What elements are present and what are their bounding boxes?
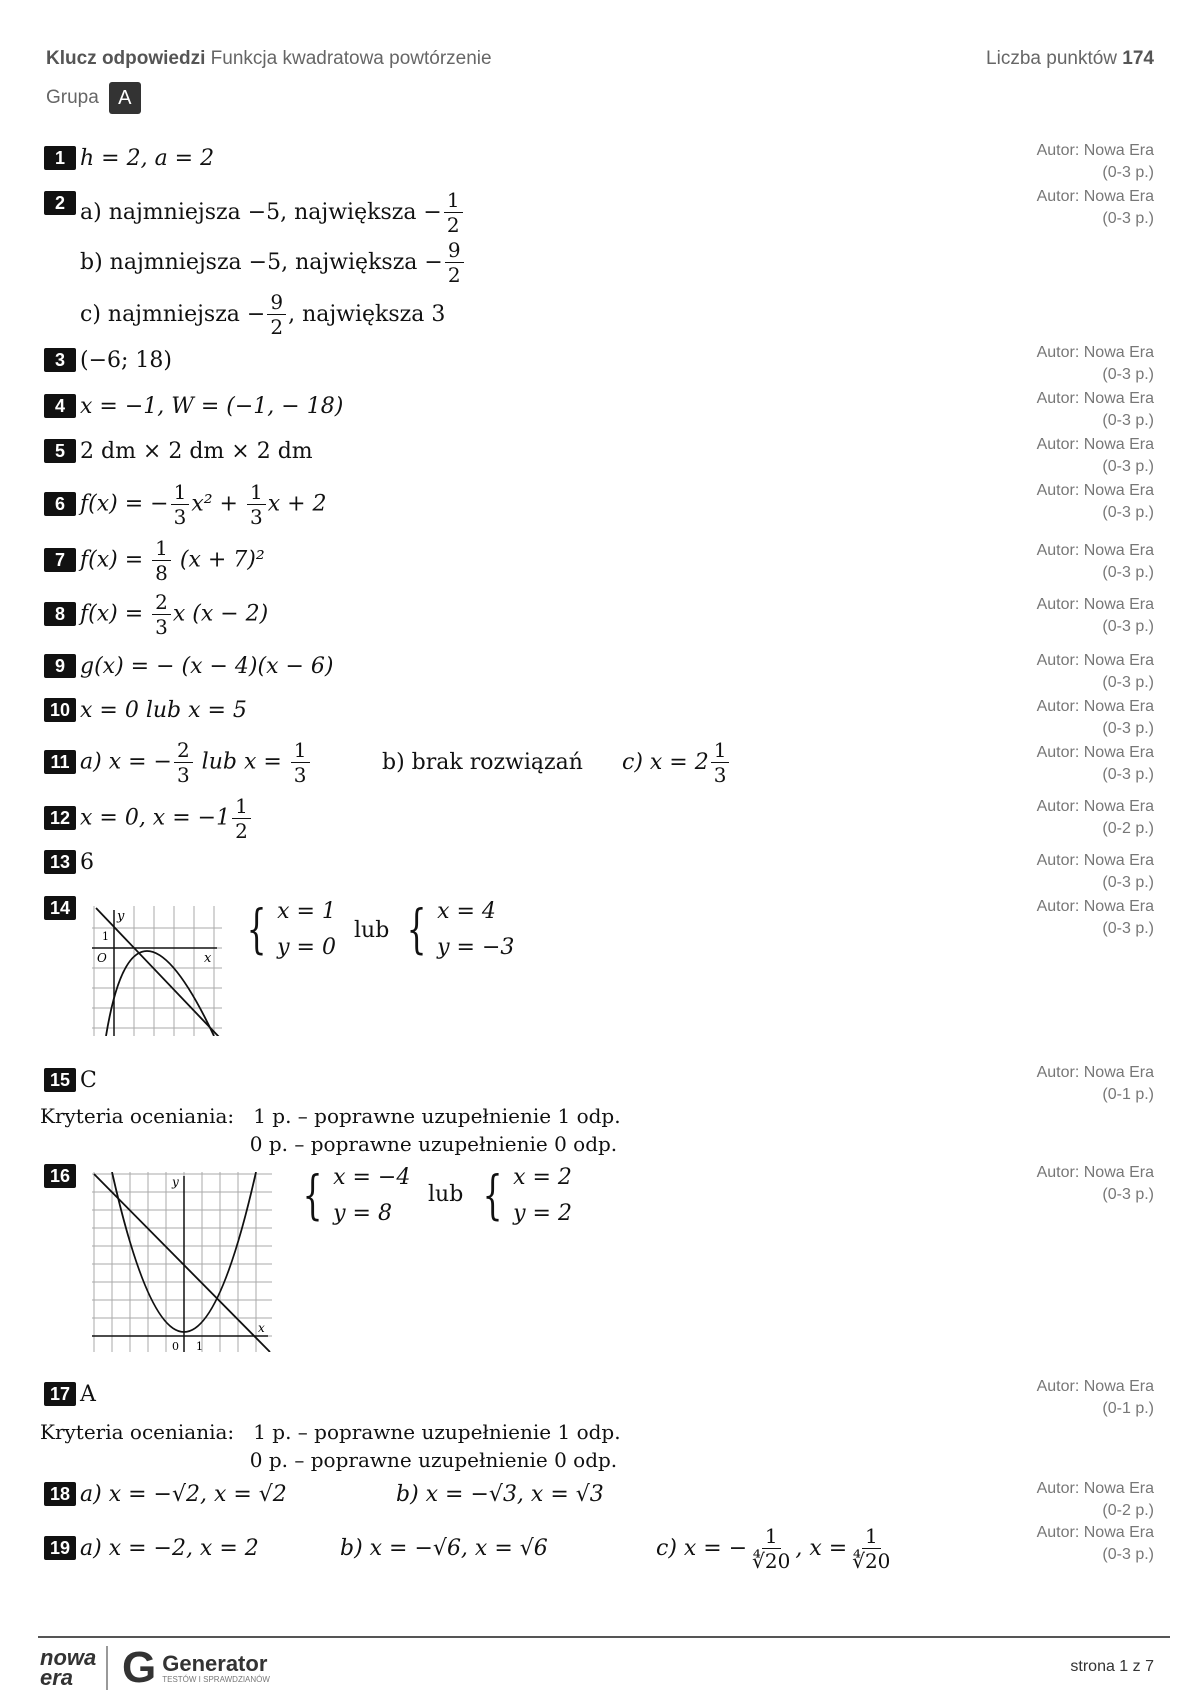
numerator: 1 xyxy=(247,482,266,505)
numerator: 9 xyxy=(445,240,464,263)
answer-18b xyxy=(396,1472,604,1516)
answer-15 xyxy=(44,1060,97,1100)
answer-19c xyxy=(656,1523,895,1573)
numerator: 9 xyxy=(267,292,286,315)
graph-16 xyxy=(92,1172,272,1352)
author-5 xyxy=(1037,434,1154,478)
answer-text: a) x = −2, x = 2 xyxy=(80,1535,259,1561)
denominator: 3 xyxy=(155,614,168,639)
author-2 xyxy=(1037,186,1154,230)
answer-text: A xyxy=(80,1381,96,1407)
generator-g-icon: G xyxy=(122,1643,157,1692)
origin-label: O xyxy=(97,951,107,965)
denominator: 3 xyxy=(173,504,187,529)
score-range: (0-3 p.) xyxy=(1102,458,1154,475)
author-15 xyxy=(1037,1062,1154,1106)
answer-text: a) x = − xyxy=(80,749,172,774)
score-range: (0-3 p.) xyxy=(1102,366,1154,383)
answer-text: , największa 3 xyxy=(288,301,446,327)
author-label: Autor: Nowa Era xyxy=(1036,1164,1154,1181)
answer-2 xyxy=(44,183,80,223)
author-18 xyxy=(1037,1478,1154,1522)
answer-text: (−6; 18) xyxy=(80,347,172,373)
score-range: (0-3 p.) xyxy=(1102,164,1154,181)
equation: x = −4 xyxy=(333,1165,411,1190)
score-range: (0-3 p.) xyxy=(1102,618,1154,635)
question-number: 14 xyxy=(44,896,76,920)
numerator: 1 xyxy=(152,538,171,561)
answer-text: f(x) = xyxy=(80,547,151,572)
author-label: Autor: Nowa Era xyxy=(1036,482,1154,499)
numerator: 1 xyxy=(762,1526,781,1549)
brace: { xyxy=(246,900,267,960)
grading-criteria-17: Kryteria oceniania: 1 p. – poprawne uzupełnienie 1 odp. 0 p. – poprawne uzupełnienie 0 odp. xyxy=(40,1420,621,1472)
answer-text: a) x = −√2, x = √2 xyxy=(80,1481,287,1507)
score-range: (0-3 p.) xyxy=(1102,412,1154,429)
equation: y = −3 xyxy=(437,935,515,960)
author-10 xyxy=(1037,696,1154,740)
author-label: Autor: Nowa Era xyxy=(1036,1378,1154,1395)
denominator: 2 xyxy=(270,314,284,339)
score-range: (0-1 p.) xyxy=(1102,1400,1154,1417)
answer-text: c) najmniejsza − xyxy=(80,301,266,327)
origin-label: 0 xyxy=(172,1340,179,1352)
logo-text-line1: nowa xyxy=(40,1645,97,1670)
logo-text-line2: era xyxy=(40,1665,74,1690)
brace: { xyxy=(302,1166,323,1226)
fraction xyxy=(445,237,464,287)
answer-text: lub x = xyxy=(194,749,289,774)
author-6 xyxy=(1037,480,1154,524)
answer-2c xyxy=(80,289,446,339)
fraction xyxy=(232,793,251,843)
fraction xyxy=(444,187,463,237)
answer-text: x = 0, x = −1 xyxy=(80,805,231,830)
answer-14 xyxy=(44,888,80,928)
fraction xyxy=(749,1523,793,1573)
answer-10 xyxy=(44,690,247,730)
author-label: Autor: Nowa Era xyxy=(1036,698,1154,715)
y-label: y xyxy=(172,1175,179,1189)
score-range: (0-2 p.) xyxy=(1102,1502,1154,1519)
denominator: ∜20 xyxy=(852,1548,891,1573)
unit-label: 1 xyxy=(196,1340,203,1352)
fraction xyxy=(174,737,193,787)
points-value: 174 xyxy=(1122,48,1154,69)
question-number: 9 xyxy=(44,654,76,678)
equation: y = 0 xyxy=(277,935,336,960)
question-number: 10 xyxy=(44,698,76,722)
numerator: 1 xyxy=(862,1526,881,1549)
answer-9 xyxy=(44,646,333,686)
answer-2b xyxy=(80,237,466,287)
numerator: 1 xyxy=(711,740,730,763)
author-label: Autor: Nowa Era xyxy=(1036,188,1154,205)
denominator: 8 xyxy=(155,560,168,585)
numerator: 1 xyxy=(444,190,463,213)
fraction xyxy=(152,589,171,639)
logo-separator xyxy=(106,1646,108,1690)
equation: x = 2 xyxy=(513,1165,572,1190)
author-14 xyxy=(1037,896,1154,940)
y-label: y xyxy=(117,909,125,924)
author-1 xyxy=(1037,140,1154,184)
fraction xyxy=(247,479,266,529)
score-range: (0-3 p.) xyxy=(1102,674,1154,691)
answer-7 xyxy=(44,535,265,585)
group-badge: A xyxy=(109,82,141,114)
question-number: 1 xyxy=(44,146,76,170)
title-bold: Klucz odpowiedzi xyxy=(46,48,206,69)
denominator: 3 xyxy=(293,762,307,787)
fraction xyxy=(267,289,286,339)
author-17 xyxy=(1037,1376,1154,1420)
answer-4 xyxy=(44,386,343,426)
group-indicator xyxy=(46,82,141,114)
or-label: lub xyxy=(354,918,390,943)
answer-text: x (x − 2) xyxy=(172,601,269,626)
author-label: Autor: Nowa Era xyxy=(1036,1480,1154,1497)
author-label: Autor: Nowa Era xyxy=(1036,898,1154,915)
denominator: 2 xyxy=(446,212,460,237)
score-range: (0-3 p.) xyxy=(1102,1186,1154,1203)
score-range: (0-3 p.) xyxy=(1102,504,1154,521)
answer-text: b) x = −√3, x = √3 xyxy=(396,1481,604,1507)
answer-13 xyxy=(44,842,94,882)
answer-text: h = 2, a = 2 xyxy=(80,145,215,171)
question-number: 16 xyxy=(44,1164,76,1188)
author-label: Autor: Nowa Era xyxy=(1036,542,1154,559)
author-label: Autor: Nowa Era xyxy=(1036,652,1154,669)
question-number: 6 xyxy=(44,492,76,516)
parabola xyxy=(106,951,214,1036)
denominator: 2 xyxy=(447,262,461,287)
author-9 xyxy=(1037,650,1154,694)
answer-text: x² + xyxy=(191,491,245,516)
denominator: ∜20 xyxy=(752,1548,791,1573)
denominator: 2 xyxy=(235,818,248,843)
answer-8 xyxy=(44,589,269,639)
question-number: 4 xyxy=(44,394,76,418)
author-label: Autor: Nowa Era xyxy=(1036,744,1154,761)
author-3 xyxy=(1037,342,1154,386)
numerator: 2 xyxy=(152,592,171,615)
question-number: 19 xyxy=(44,1536,76,1560)
question-number: 15 xyxy=(44,1068,76,1092)
author-4 xyxy=(1037,388,1154,432)
answer-text: C xyxy=(80,1067,97,1093)
author-11 xyxy=(1037,742,1154,786)
score-range: (0-1 p.) xyxy=(1102,1086,1154,1103)
system-14-second xyxy=(400,894,514,966)
answer-1 xyxy=(44,138,214,178)
generator-subtext: TESTÓW I SPRAWDZIANÓW xyxy=(162,1674,270,1684)
question-number: 13 xyxy=(44,850,76,874)
question-number: 8 xyxy=(44,602,76,626)
author-13 xyxy=(1037,850,1154,894)
answer-text: b) x = −√6, x = √6 xyxy=(340,1535,548,1561)
brace: { xyxy=(482,1166,503,1226)
question-number: 5 xyxy=(44,439,76,463)
question-number: 12 xyxy=(44,806,76,830)
score-range: (0-3 p.) xyxy=(1102,920,1154,937)
grading-criteria-15: Kryteria oceniania: 1 p. – poprawne uzupełnienie 1 odp. 0 p. – poprawne uzupełnienie 0 odp. xyxy=(40,1104,621,1156)
score-range: (0-3 p.) xyxy=(1102,874,1154,891)
author-label: Autor: Nowa Era xyxy=(1036,436,1154,453)
answer-3 xyxy=(44,340,172,380)
answer-text: c) x = 2 xyxy=(622,749,709,775)
answer-11b xyxy=(382,740,583,784)
answer-text: 6 xyxy=(80,849,94,875)
answer-text: c) x = − xyxy=(656,1535,748,1561)
score-range: (0-2 p.) xyxy=(1102,820,1154,837)
answer-text: b) najmniejsza −5, największa − xyxy=(80,249,443,275)
equation: x = 1 xyxy=(277,899,336,924)
x-label: x xyxy=(204,951,212,966)
author-label: Autor: Nowa Era xyxy=(1036,142,1154,159)
answer-text: , x = xyxy=(795,1535,848,1561)
nowa-era-logo xyxy=(40,1645,97,1690)
system-14-first xyxy=(240,894,336,966)
score-range: (0-3 p.) xyxy=(1102,720,1154,737)
generator-logo xyxy=(122,1643,270,1692)
author-label: Autor: Nowa Era xyxy=(1036,852,1154,869)
author-7 xyxy=(1037,540,1154,584)
denominator: 3 xyxy=(176,762,190,787)
author-label: Autor: Nowa Era xyxy=(1036,390,1154,407)
document-title xyxy=(46,48,492,70)
question-number: 3 xyxy=(44,348,76,372)
author-12 xyxy=(1037,796,1154,840)
answer-5 xyxy=(44,431,313,471)
equation: y = 2 xyxy=(513,1201,572,1226)
fraction xyxy=(152,535,171,585)
answer-text: (x + 7)² xyxy=(172,547,265,572)
answer-text: b) brak rozwiązań xyxy=(382,749,583,775)
unit-label: 1 xyxy=(102,930,109,943)
equation: x = 4 xyxy=(437,899,496,924)
denominator: 3 xyxy=(249,504,263,529)
equation: y = 8 xyxy=(333,1201,392,1226)
author-label: Autor: Nowa Era xyxy=(1036,344,1154,361)
answer-6 xyxy=(44,479,327,529)
answer-text: g(x) = − (x − 4)(x − 6) xyxy=(80,653,334,679)
title-rest: Funkcja kwadratowa powtórzenie xyxy=(205,48,492,69)
author-16 xyxy=(1037,1162,1154,1206)
generator-text: Generator xyxy=(162,1650,268,1676)
answer-18 xyxy=(44,1474,287,1514)
points-label: Liczba punktów xyxy=(986,48,1123,69)
answer-text: 2 dm × 2 dm × 2 dm xyxy=(80,438,313,464)
question-number: 17 xyxy=(44,1382,76,1406)
author-19 xyxy=(1037,1522,1154,1566)
answer-text: a) najmniejsza −5, największa − xyxy=(80,199,442,225)
group-label: Grupa xyxy=(46,87,99,108)
answer-text: x = −1, W = (−1, − 18) xyxy=(80,393,344,419)
score-range: (0-3 p.) xyxy=(1102,210,1154,227)
fraction xyxy=(291,737,310,787)
answer-16 xyxy=(44,1156,80,1196)
author-label: Autor: Nowa Era xyxy=(1036,798,1154,815)
answer-11 xyxy=(44,737,312,787)
answer-19 xyxy=(44,1528,259,1568)
question-number: 2 xyxy=(44,191,76,215)
score-range: (0-3 p.) xyxy=(1102,1546,1154,1563)
answer-text: f(x) = − xyxy=(80,491,169,516)
or-label: lub xyxy=(428,1182,464,1207)
footer-divider xyxy=(38,1636,1170,1638)
author-8 xyxy=(1037,594,1154,638)
points-total xyxy=(986,48,1154,70)
denominator: 3 xyxy=(713,762,727,787)
numerator: 1 xyxy=(232,796,251,819)
author-label: Autor: Nowa Era xyxy=(1036,596,1154,613)
fraction xyxy=(171,479,190,529)
question-number: 18 xyxy=(44,1482,76,1506)
question-number: 11 xyxy=(44,750,76,774)
numerator: 1 xyxy=(291,740,310,763)
question-number: 7 xyxy=(44,548,76,572)
numerator: 2 xyxy=(174,740,193,763)
numerator: 1 xyxy=(171,482,190,505)
fraction xyxy=(711,737,730,787)
answer-11c xyxy=(622,737,731,787)
answer-text: x = 0 lub x = 5 xyxy=(80,697,247,723)
answer-19b xyxy=(340,1526,548,1570)
x-label: x xyxy=(258,1321,265,1335)
answer-text: f(x) = xyxy=(80,601,151,626)
author-label: Autor: Nowa Era xyxy=(1036,1064,1154,1081)
answer-2a xyxy=(80,187,465,237)
answer-12 xyxy=(44,793,253,843)
answer-17 xyxy=(44,1374,96,1414)
page-number: strona 1 z 7 xyxy=(1070,1658,1154,1675)
answer-text: x + 2 xyxy=(267,491,327,516)
system-16-first xyxy=(296,1160,410,1232)
brace: { xyxy=(406,900,427,960)
score-range: (0-3 p.) xyxy=(1102,766,1154,783)
fraction xyxy=(849,1523,893,1573)
system-16-second xyxy=(476,1160,572,1232)
graph-14 xyxy=(92,906,222,1036)
line xyxy=(94,1174,270,1352)
score-range: (0-3 p.) xyxy=(1102,564,1154,581)
author-label: Autor: Nowa Era xyxy=(1036,1524,1154,1541)
